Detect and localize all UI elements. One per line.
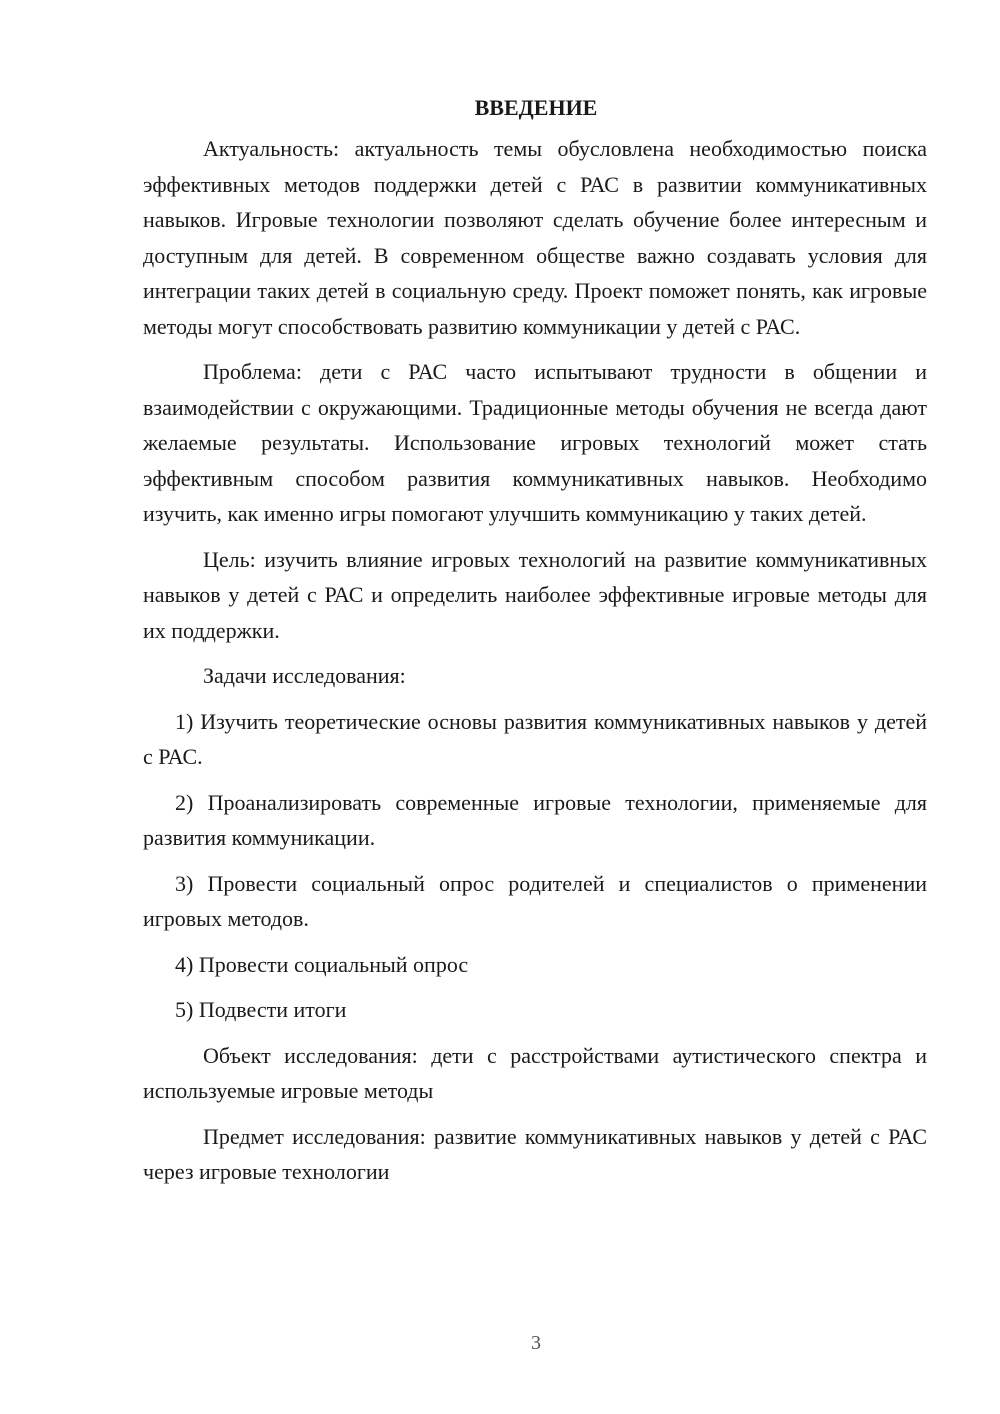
task-item-4: 4) Провести социальный опрос [175, 951, 469, 977]
goal-paragraph: Цель: изучить влияние игровых технологий на развитие коммуникативных навыков у детей с РАС и определить наиболее эффективные игровые методы для их поддержки. [143, 546, 927, 643]
task-item-2: 2) Проанализировать современные игровые технологии, применяемые для развития коммуникации. [143, 789, 927, 850]
object-paragraph: Объект исследования: дети с расстройствами аутистического спектра и используемые игровые методы [143, 1042, 927, 1103]
problem-paragraph: Проблема: дети с РАС часто испытывают трудности в общении и взаимодействии с окружающими. Традиционные методы обучения не всегда дают желаемые результаты. Использование игровых технологий может стать эффективным способом развития коммуникативных навыков. Необходимо изучить, как именно игры помогают улучшить коммуникацию у таких детей. [143, 359, 927, 526]
page-content [143, 90, 927, 1190]
page-title: ВВЕДЕНИЕ [474, 95, 598, 120]
subject-paragraph: Предмет исследования: развитие коммуникативных навыков у детей с РАС через игровые технологии [143, 1123, 927, 1184]
tasks-heading: Задачи исследования: [203, 663, 406, 688]
task-item-1: 1) Изучить теоретические основы развития коммуникативных навыков у детей с РАС. [143, 708, 927, 769]
task-item-5: 5) Подвести итоги [175, 997, 347, 1022]
page-number: 3 [531, 1332, 541, 1354]
relevance-paragraph: Актуальность: актуальность темы обусловлена необходимостью поиска эффективных методов поддержки детей с РАС в развитии коммуникативных навыков. Игровые технологии позволяют сделать обучение более интересным и доступным для детей. В современном обществе важно создавать условия для интеграции таких детей в социальную среду. Проект поможет понять, как игровые методы могут способствовать развитию коммуникации у детей с РАС. [143, 136, 927, 339]
task-item-3: 3) Провести социальный опрос родителей и специалистов о применении игровых методов. [143, 870, 927, 931]
